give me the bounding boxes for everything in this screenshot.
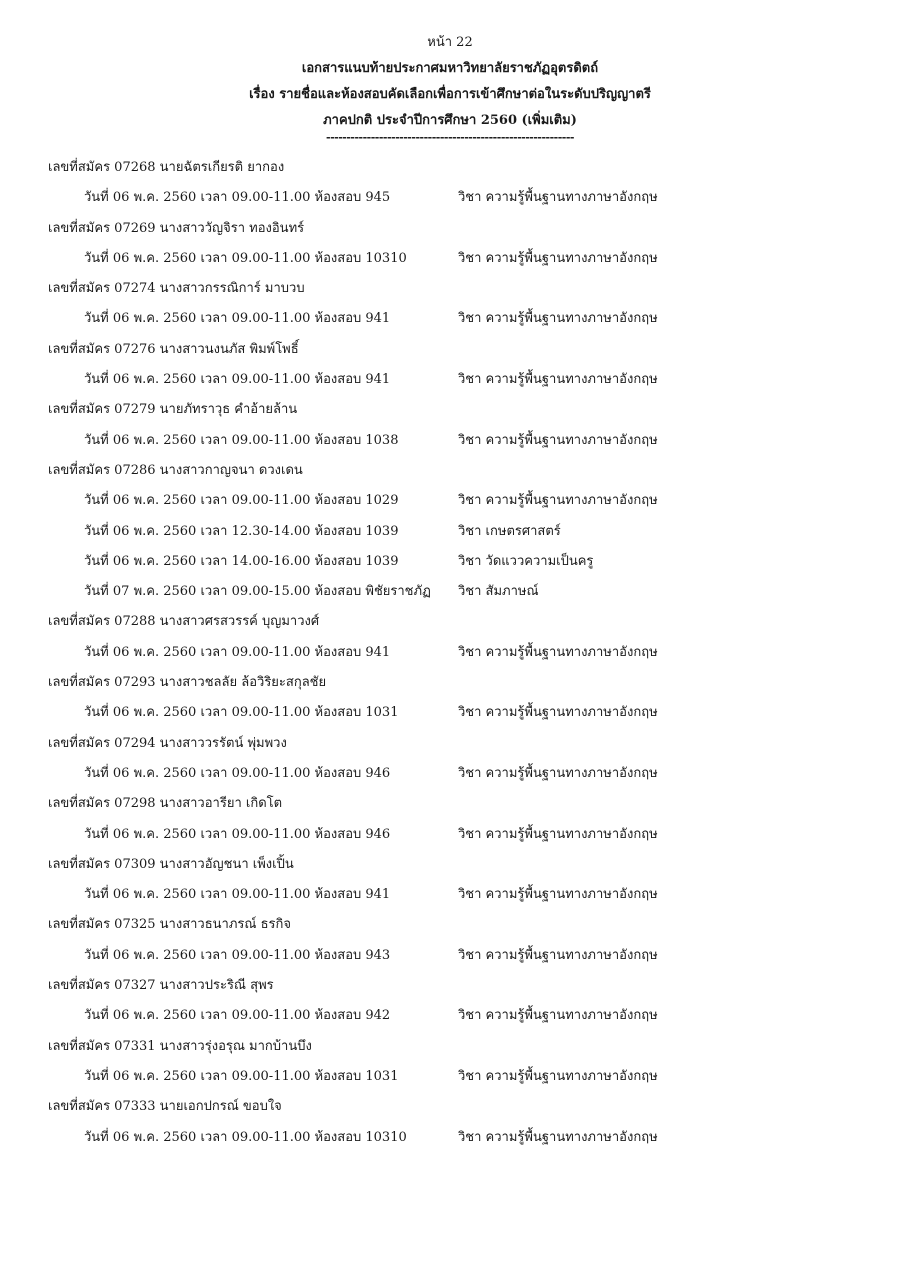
- exam-subject: วิชา ความรู้พื้นฐานทางภาษาอังกฤษ: [458, 1068, 658, 1084]
- applicant-entry: [48, 335, 888, 396]
- applicant-id-name: เลขที่สมัคร 07298 นางสาวอารียา เกิดโต: [48, 796, 283, 812]
- applicant-id-name: เลขที่สมัคร 07294 นางสาววรรัตน์ พุ่มพวง: [48, 735, 287, 751]
- exam-schedule-row: [48, 759, 888, 789]
- applicant-entry: [48, 607, 888, 668]
- header-divider: -------------------------------------------------------------: [326, 131, 574, 144]
- exam-subject: วิชา ความรู้พื้นฐานทางภาษาอังกฤษ: [458, 1008, 658, 1024]
- applicant-id-name: เลขที่สมัคร 07269 นางสาววัญจิรา ทองอินทร์: [48, 220, 305, 236]
- exam-subject: วิชา ความรู้พื้นฐานทางภาษาอังกฤษ: [458, 372, 658, 388]
- applicant-entry: [48, 1032, 888, 1093]
- applicant-entry: [48, 850, 888, 911]
- exam-schedule-row: [48, 1001, 888, 1031]
- exam-datetime-room: วันที่ 06 พ.ค. 2560 เวลา 09.00-11.00 ห้องสอบ 1029: [84, 493, 399, 509]
- exam-schedule-row: [48, 517, 888, 547]
- exam-subject: วิชา ความรู้พื้นฐานทางภาษาอังกฤษ: [458, 250, 658, 266]
- exam-subject: วิชา เกษตรศาสตร์: [458, 523, 561, 539]
- exam-schedule-row: [48, 426, 888, 456]
- applicant-id-name: เลขที่สมัคร 07276 นางสาวนงนภัส พิมพ์โพธิ์: [48, 341, 299, 357]
- exam-schedule-row: [48, 244, 888, 274]
- exam-datetime-room: วันที่ 06 พ.ค. 2560 เวลา 09.00-11.00 ห้องสอบ 946: [84, 826, 391, 842]
- exam-datetime-room: วันที่ 06 พ.ค. 2560 เวลา 09.00-11.00 ห้องสอบ 942: [84, 1008, 391, 1024]
- exam-subject: วิชา ความรู้พื้นฐานทางภาษาอังกฤษ: [458, 432, 658, 448]
- applicant-entry: [48, 395, 888, 456]
- exam-subject: วิชา ความรู้พื้นฐานทางภาษาอังกฤษ: [458, 644, 658, 660]
- applicant-id-name: เลขที่สมัคร 07331 นางสาวรุ่งอรุณ มากบ้านบึง: [48, 1038, 312, 1054]
- exam-schedule-row: [48, 365, 888, 395]
- document-header: [0, 30, 900, 142]
- exam-subject: วิชา ความรู้พื้นฐานทางภาษาอังกฤษ: [458, 1129, 658, 1145]
- exam-datetime-room: วันที่ 06 พ.ค. 2560 เวลา 09.00-11.00 ห้องสอบ 10310: [84, 250, 407, 266]
- exam-schedule-row: [48, 941, 888, 971]
- exam-subject: วิชา ความรู้พื้นฐานทางภาษาอังกฤษ: [458, 190, 658, 206]
- applicant-id-name: เลขที่สมัคร 07309 นางสาวอัญชนา เพ็งเปิ้น: [48, 856, 294, 872]
- applicant-entry: [48, 274, 888, 335]
- applicant-id-name: เลขที่สมัคร 07333 นายเอกปกรณ์ ขอบใจ: [48, 1099, 282, 1115]
- exam-schedule-row: [48, 304, 888, 334]
- applicant-entry: [48, 971, 888, 1032]
- exam-schedule-row: [48, 547, 888, 577]
- exam-subject: วิชา ความรู้พื้นฐานทางภาษาอังกฤษ: [458, 947, 658, 963]
- exam-datetime-room: วันที่ 06 พ.ค. 2560 เวลา 14.00-16.00 ห้องสอบ 1039: [84, 553, 399, 569]
- exam-schedule-row: [48, 880, 888, 910]
- exam-schedule-row: [48, 486, 888, 516]
- exam-subject: วิชา ความรู้พื้นฐานทางภาษาอังกฤษ: [458, 887, 658, 903]
- exam-schedule-row: [48, 698, 888, 728]
- exam-subject: วิชา ความรู้พื้นฐานทางภาษาอังกฤษ: [458, 826, 658, 842]
- exam-subject: วิชา ความรู้พื้นฐานทางภาษาอังกฤษ: [458, 311, 658, 327]
- exam-datetime-room: วันที่ 06 พ.ค. 2560 เวลา 12.30-14.00 ห้องสอบ 1039: [84, 523, 399, 539]
- exam-datetime-room: วันที่ 06 พ.ค. 2560 เวลา 09.00-11.00 ห้องสอบ 945: [84, 190, 391, 206]
- exam-schedule-row: [48, 577, 888, 607]
- exam-datetime-room: วันที่ 06 พ.ค. 2560 เวลา 09.00-11.00 ห้องสอบ 1031: [84, 705, 399, 721]
- exam-subject: วิชา วัดแววความเป็นครู: [458, 553, 594, 569]
- exam-subject: วิชา ความรู้พื้นฐานทางภาษาอังกฤษ: [458, 493, 658, 509]
- exam-schedule-row: [48, 183, 888, 213]
- applicant-entry: [48, 668, 888, 729]
- applicant-list: [48, 153, 888, 1153]
- applicant-entry: [48, 214, 888, 275]
- exam-datetime-room: วันที่ 06 พ.ค. 2560 เวลา 09.00-11.00 ห้องสอบ 941: [84, 644, 391, 660]
- applicant-id-name: เลขที่สมัคร 07274 นางสาวกรรณิการ์ มาบวบ: [48, 281, 305, 297]
- applicant-id-name: เลขที่สมัคร 07325 นางสาวธนาภรณ์ ธรกิจ: [48, 917, 292, 933]
- exam-datetime-room: วันที่ 06 พ.ค. 2560 เวลา 09.00-11.00 ห้องสอบ 941: [84, 311, 391, 327]
- exam-datetime-room: วันที่ 06 พ.ค. 2560 เวลา 09.00-11.00 ห้องสอบ 941: [84, 887, 391, 903]
- applicant-entry: [48, 1092, 888, 1153]
- exam-datetime-room: วันที่ 06 พ.ค. 2560 เวลา 09.00-11.00 ห้องสอบ 946: [84, 765, 391, 781]
- applicant-entry: [48, 910, 888, 971]
- document-term: ภาคปกติ ประจำปีการศึกษา 2560 (เพิ่มเติม): [323, 113, 577, 128]
- exam-schedule-row: [48, 820, 888, 850]
- exam-datetime-room: วันที่ 07 พ.ค. 2560 เวลา 09.00-15.00 ห้องสอบ พิชัยราชภัฏ: [84, 584, 431, 600]
- document-subject: เรื่อง รายชื่อและห้องสอบคัดเลือกเพื่อการเข้าศึกษาต่อในระดับปริญญาตรี: [249, 87, 651, 102]
- exam-datetime-room: วันที่ 06 พ.ค. 2560 เวลา 09.00-11.00 ห้องสอบ 10310: [84, 1129, 407, 1145]
- applicant-id-name: เลขที่สมัคร 07279 นายภัทราวุธ คำอ้ายล้าน: [48, 402, 298, 418]
- exam-subject: วิชา สัมภาษณ์: [458, 584, 539, 600]
- exam-datetime-room: วันที่ 06 พ.ค. 2560 เวลา 09.00-11.00 ห้องสอบ 1038: [84, 432, 399, 448]
- exam-datetime-room: วันที่ 06 พ.ค. 2560 เวลา 09.00-11.00 ห้องสอบ 941: [84, 372, 391, 388]
- applicant-entry: [48, 153, 888, 214]
- document-title: เอกสารแนบท้ายประกาศมหาวิทยาลัยราชภัฏอุตรดิตถ์: [301, 61, 599, 76]
- applicant-id-name: เลขที่สมัคร 07327 นางสาวประริณี สุพร: [48, 978, 274, 994]
- exam-schedule-row: [48, 1123, 888, 1153]
- applicant-id-name: เลขที่สมัคร 07293 นางสาวชลลัย ล้อวิริยะสกุลชัย: [48, 675, 327, 691]
- applicant-id-name: เลขที่สมัคร 07286 นางสาวกาญจนา ดวงเดน: [48, 462, 303, 478]
- exam-subject: วิชา ความรู้พื้นฐานทางภาษาอังกฤษ: [458, 705, 658, 721]
- exam-schedule-row: [48, 638, 888, 668]
- applicant-entry: [48, 789, 888, 850]
- applicant-entry: [48, 729, 888, 790]
- exam-datetime-room: วันที่ 06 พ.ค. 2560 เวลา 09.00-11.00 ห้องสอบ 1031: [84, 1068, 399, 1084]
- exam-schedule-row: [48, 1062, 888, 1092]
- applicant-id-name: เลขที่สมัคร 07268 นายฉัตรเกียรติ ยากอง: [48, 160, 285, 175]
- page-number: หน้า 22: [427, 35, 473, 50]
- applicant-entry: [48, 456, 888, 607]
- exam-subject: วิชา ความรู้พื้นฐานทางภาษาอังกฤษ: [458, 765, 658, 781]
- exam-datetime-room: วันที่ 06 พ.ค. 2560 เวลา 09.00-11.00 ห้องสอบ 943: [84, 947, 391, 963]
- applicant-id-name: เลขที่สมัคร 07288 นางสาวศรสวรรค์ บุญมาวงศ์: [48, 614, 320, 630]
